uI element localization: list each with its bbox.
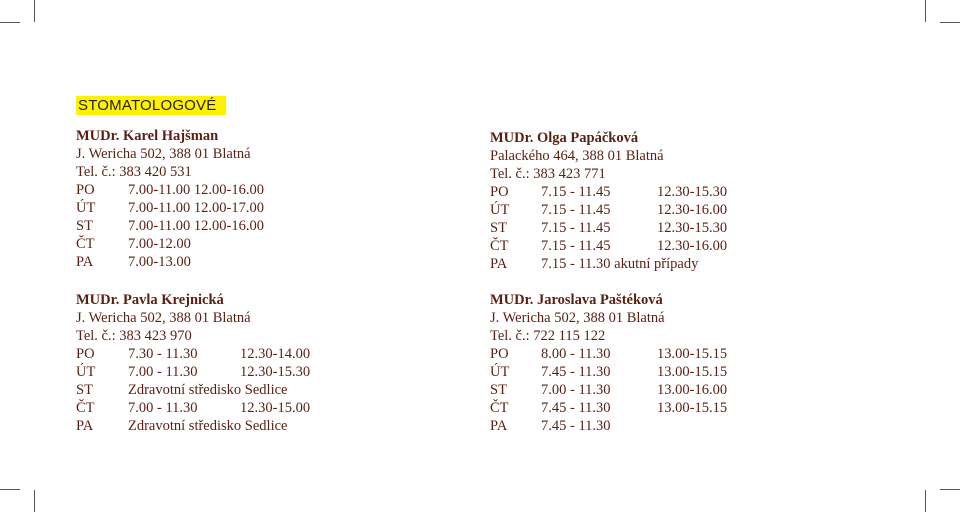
crop-mark xyxy=(940,489,960,490)
hours-row xyxy=(490,255,727,273)
crop-mark xyxy=(940,22,960,23)
day-label: ÚT xyxy=(76,200,96,216)
hours-row xyxy=(76,217,264,235)
hours-value: 7.15 - 11.45 xyxy=(541,202,611,218)
hours-row xyxy=(490,381,727,399)
day-label: ČT xyxy=(490,400,509,416)
hours-row xyxy=(490,363,727,381)
hours-row xyxy=(490,345,727,363)
day-label: PO xyxy=(490,184,509,200)
doctor-phone: Tel. č.: 383 420 531 xyxy=(76,164,192,180)
hours-row xyxy=(490,237,727,255)
crop-mark xyxy=(925,490,926,512)
day-label: ČT xyxy=(76,236,95,252)
doctor-name: MUDr. Olga Papáčková xyxy=(490,130,639,146)
day-label: ST xyxy=(76,218,93,234)
hours-row xyxy=(490,201,727,219)
hours-row xyxy=(76,363,310,381)
hours-value: 7.00 - 11.30 xyxy=(128,364,198,380)
hours-value: 7.15 - 11.30 akutní případy xyxy=(541,256,699,272)
doctor-card xyxy=(490,291,727,435)
day-label: PA xyxy=(76,254,94,270)
hours-value: 12.30-15.30 xyxy=(240,364,311,380)
day-label: ČT xyxy=(490,238,509,254)
doctor-card xyxy=(76,127,264,271)
hours-row xyxy=(76,345,310,363)
hours-row xyxy=(490,399,727,417)
doctor-name: MUDr. Jaroslava Paštéková xyxy=(490,292,663,308)
day-label: PO xyxy=(76,182,95,198)
hours-value: 7.00-11.00 12.00-16.00 xyxy=(128,218,264,234)
hours-value: 7.00 - 11.30 xyxy=(541,382,611,398)
hours-value: 7.00-13.00 xyxy=(128,254,191,270)
crop-mark xyxy=(0,489,20,490)
hours-value: 12.30-15.30 xyxy=(657,184,728,200)
hours-value: 7.00-11.00 12.00-17.00 xyxy=(128,200,264,216)
day-label: ST xyxy=(490,220,507,236)
day-label: ÚT xyxy=(490,364,510,380)
hours-value: 7.00-12.00 xyxy=(128,236,191,252)
doctor-address: J. Wericha 502, 388 01 Blatná xyxy=(76,146,251,162)
hours-value: 7.30 - 11.30 xyxy=(128,346,198,362)
doctor-name: MUDr. Karel Hajšman xyxy=(76,128,219,144)
hours-value: 12.30-16.00 xyxy=(657,238,728,254)
hours-row xyxy=(490,183,727,201)
hours-value: 7.15 - 11.45 xyxy=(541,184,611,200)
day-label: PA xyxy=(490,256,508,272)
hours-value: 8.00 - 11.30 xyxy=(541,346,611,362)
doctor-card xyxy=(76,291,310,435)
hours-row xyxy=(76,417,310,435)
hours-value: 12.30-14.00 xyxy=(240,346,311,362)
hours-value: 7.15 - 11.45 xyxy=(541,238,611,254)
day-label: ČT xyxy=(76,400,95,416)
doctor-name: MUDr. Pavla Krejnická xyxy=(76,292,224,308)
day-label: PO xyxy=(76,346,95,362)
hours-value: 12.30-15.00 xyxy=(240,400,311,416)
doctor-phone: Tel. č.: 722 115 122 xyxy=(490,328,606,344)
hours-row xyxy=(490,219,727,237)
crop-mark xyxy=(0,22,20,23)
doctor-phone: Tel. č.: 383 423 970 xyxy=(76,328,192,344)
hours-row xyxy=(76,399,310,417)
hours-row xyxy=(490,417,727,435)
doctor-address: Palackého 464, 388 01 Blatná xyxy=(490,148,664,164)
hours-value: 7.45 - 11.30 xyxy=(541,364,611,380)
hours-value: 13.00-15.15 xyxy=(657,400,728,416)
hours-value: 7.45 - 11.30 xyxy=(541,400,611,416)
crop-mark xyxy=(925,0,926,22)
doctor-address: J. Wericha 502, 388 01 Blatná xyxy=(76,310,251,326)
doctor-card xyxy=(490,129,727,273)
day-label: PO xyxy=(490,346,509,362)
crop-mark xyxy=(34,0,35,22)
hours-value: 7.00-11.00 12.00-16.00 xyxy=(128,182,264,198)
hours-row xyxy=(76,181,264,199)
hours-value: Zdravotní středisko Sedlice xyxy=(128,418,288,434)
day-label: ST xyxy=(490,382,507,398)
doctor-address: J. Wericha 502, 388 01 Blatná xyxy=(490,310,665,326)
hours-value: 13.00-15.15 xyxy=(657,346,728,362)
hours-row xyxy=(76,253,264,271)
hours-value: 7.45 - 11.30 xyxy=(541,418,611,434)
crop-mark xyxy=(34,490,35,512)
hours-value: Zdravotní středisko Sedlice xyxy=(128,382,288,398)
hours-value: 13.00-16.00 xyxy=(657,382,728,398)
hours-value: 7.00 - 11.30 xyxy=(128,400,198,416)
hours-value: 7.15 - 11.45 xyxy=(541,220,611,236)
hours-value: 12.30-15.30 xyxy=(657,220,728,236)
hours-value: 12.30-16.00 xyxy=(657,202,728,218)
day-label: ÚT xyxy=(76,364,96,380)
hours-row xyxy=(76,381,310,399)
day-label: PA xyxy=(76,418,94,434)
hours-value: 13.00-15.15 xyxy=(657,364,728,380)
day-label: PA xyxy=(490,418,508,434)
hours-row xyxy=(76,199,264,217)
section-heading: STOMATOLOGOVÉ xyxy=(76,96,226,115)
day-label: ST xyxy=(76,382,93,398)
doctor-phone: Tel. č.: 383 423 771 xyxy=(490,166,606,182)
hours-row xyxy=(76,235,264,253)
day-label: ÚT xyxy=(490,202,510,218)
